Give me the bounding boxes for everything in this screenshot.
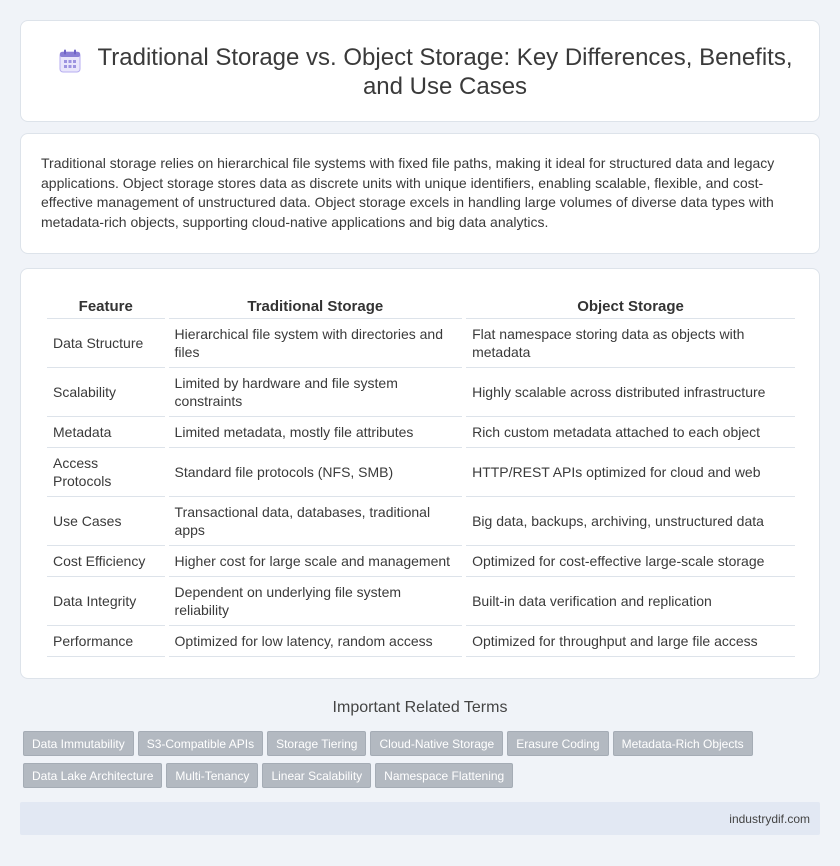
related-term-tag[interactable]: S3-Compatible APIs <box>138 731 263 756</box>
feature-cell: Data Integrity <box>47 577 165 626</box>
traditional-cell: Dependent on underlying file system reliability <box>169 577 463 626</box>
table-row <box>47 497 795 546</box>
object-cell: HTTP/REST APIs optimized for cloud and web <box>466 448 795 497</box>
table-row <box>47 546 795 577</box>
related-term-tag[interactable]: Erasure Coding <box>507 731 608 756</box>
feature-cell: Scalability <box>47 368 165 417</box>
object-cell: Flat namespace storing data as objects with metadata <box>466 319 795 368</box>
feature-cell: Data Structure <box>47 319 165 368</box>
footer <box>20 802 820 835</box>
feature-cell: Metadata <box>47 417 165 448</box>
object-cell: Highly scalable across distributed infrastructure <box>466 368 795 417</box>
traditional-cell: Transactional data, databases, traditional apps <box>169 497 463 546</box>
related-term-tag[interactable]: Data Immutability <box>23 731 134 756</box>
table-row <box>47 448 795 497</box>
feature-cell: Performance <box>47 626 165 657</box>
related-term-tag[interactable]: Storage Tiering <box>267 731 366 756</box>
object-cell: Built-in data verification and replication <box>466 577 795 626</box>
related-terms-title: Important Related Terms <box>332 699 508 716</box>
table-row <box>47 319 795 368</box>
table-row <box>47 577 795 626</box>
object-cell: Optimized for throughput and large file access <box>466 626 795 657</box>
title-wrap <box>61 43 799 101</box>
related-terms-list <box>23 731 783 795</box>
related-term-tag[interactable]: Multi-Tenancy <box>166 763 258 788</box>
header-feature: Feature <box>47 297 165 319</box>
traditional-cell: Standard file protocols (NFS, SMB) <box>169 448 463 497</box>
related-term-tag[interactable]: Metadata-Rich Objects <box>613 731 753 756</box>
traditional-cell: Optimized for low latency, random access <box>169 626 463 657</box>
traditional-cell: Higher cost for large scale and management <box>169 546 463 577</box>
intro-paragraph: Traditional storage relies on hierarchical file systems with fixed file paths, making it ideal for structured data and legacy applications. Object storage stores data as discrete units with unique identifiers, enabling scalable, flexible, and cost-effective management of unstructured data. Object storage excels in handling large volumes of diverse data types with metadata-rich objects, supporting cloud-native applications and big data analytics. <box>41 155 775 230</box>
page-title: Traditional Storage vs. Object Storage: Key Differences, Benefits, and Use Cases <box>97 44 793 100</box>
feature-cell: Access Protocols <box>47 448 165 497</box>
comparison-table <box>43 297 799 657</box>
footer-site-link[interactable]: industrydif.com <box>729 812 810 826</box>
intro-card <box>20 133 820 254</box>
related-term-tag[interactable]: Data Lake Architecture <box>23 763 162 788</box>
feature-cell: Use Cases <box>47 497 165 546</box>
object-cell: Rich custom metadata attached to each object <box>466 417 795 448</box>
feature-cell: Cost Efficiency <box>47 546 165 577</box>
traditional-cell: Limited metadata, mostly file attributes <box>169 417 463 448</box>
object-cell: Optimized for cost-effective large-scale storage <box>466 546 795 577</box>
table-row <box>47 626 795 657</box>
related-term-tag[interactable]: Cloud-Native Storage <box>370 731 503 756</box>
title-card <box>20 20 820 122</box>
comparison-card <box>20 268 820 679</box>
header-object: Object Storage <box>466 297 795 319</box>
related-term-tag[interactable]: Linear Scalability <box>262 763 371 788</box>
header-traditional: Traditional Storage <box>169 297 463 319</box>
table-header-row <box>47 297 795 319</box>
traditional-cell: Hierarchical file system with directories and files <box>169 319 463 368</box>
related-term-tag[interactable]: Namespace Flattening <box>375 763 513 788</box>
table-row <box>47 417 795 448</box>
object-cell: Big data, backups, archiving, unstructured data <box>466 497 795 546</box>
table-row <box>47 368 795 417</box>
traditional-cell: Limited by hardware and file system constraints <box>169 368 463 417</box>
